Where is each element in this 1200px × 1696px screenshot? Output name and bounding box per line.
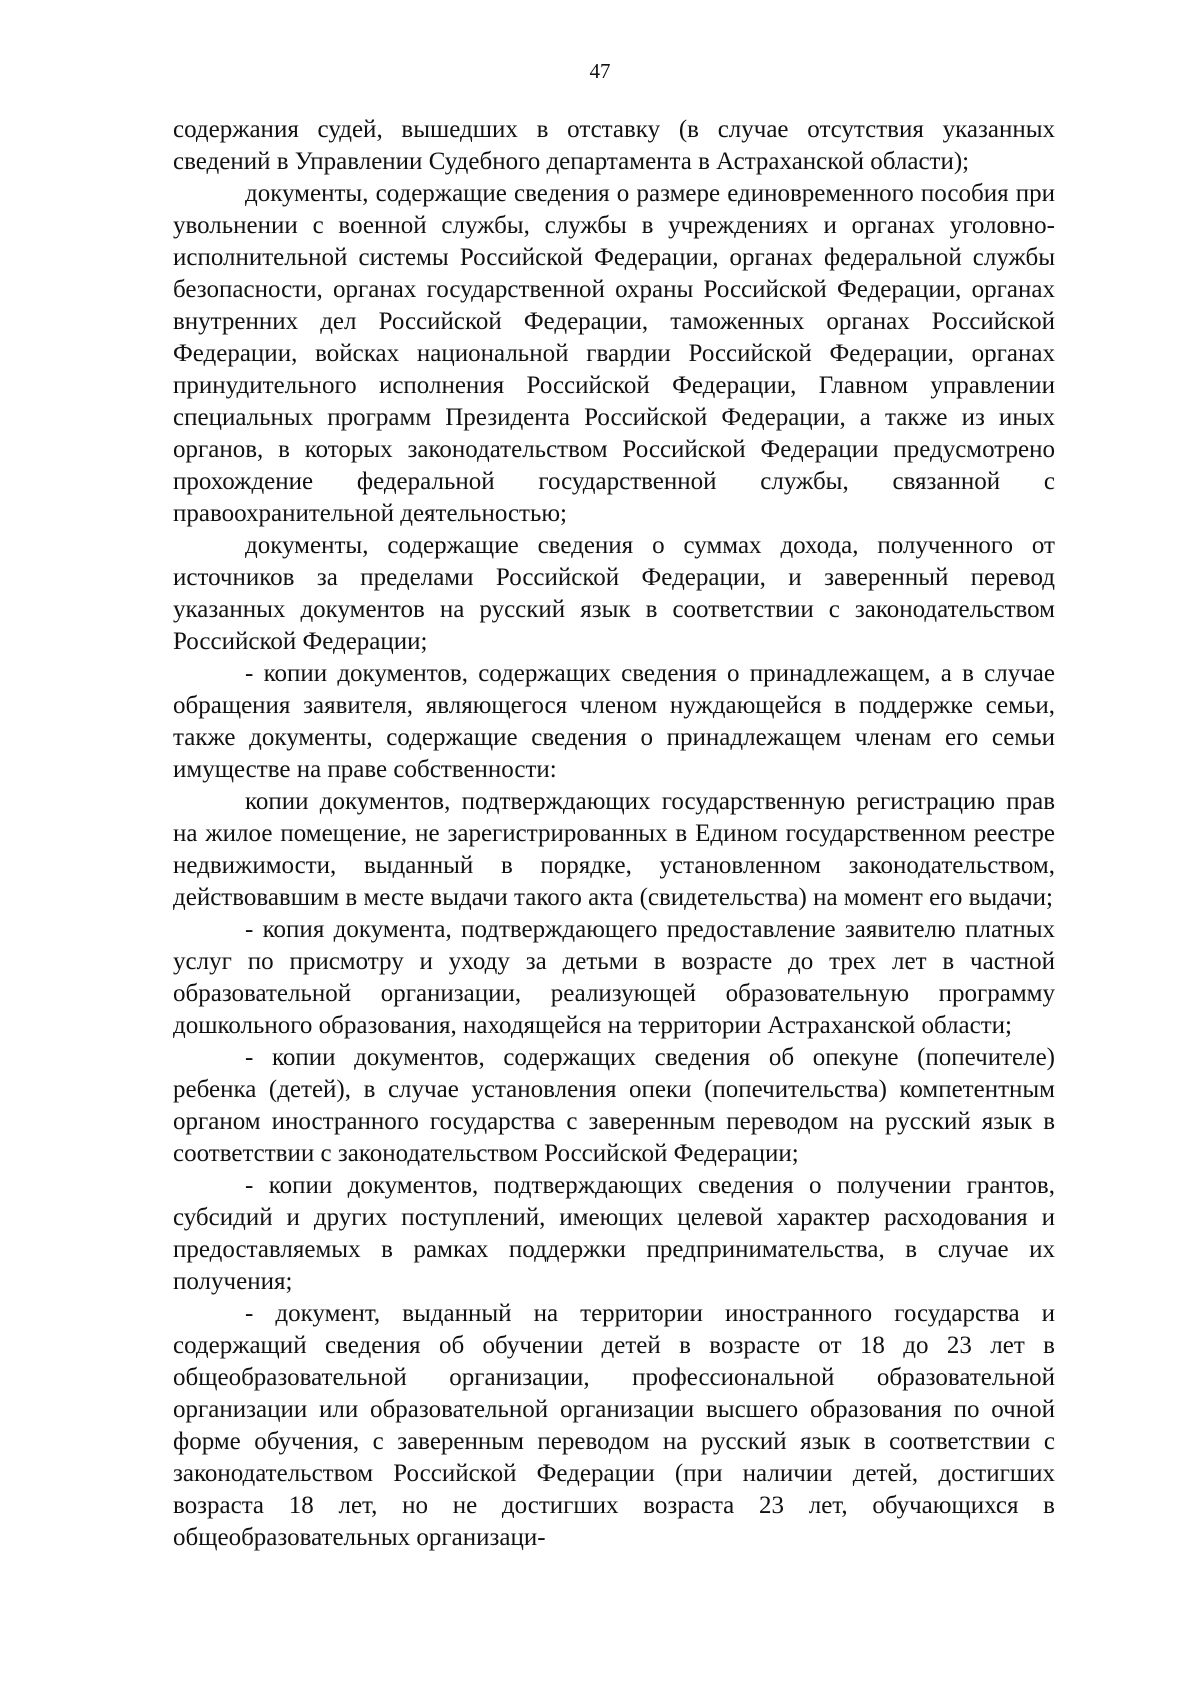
- paragraph: копии документов, подтверждающих государственную регистрацию прав на жилое помещение, не зарегистрированных в Едином государственном реестре недвижимости, выданный в порядке, установленном законодательством, действовавшим в месте выдачи такого акта (свидетельства) на момент его выдачи;: [173, 788, 1055, 911]
- paragraph: документы, содержащие сведения о размере единовременного пособия при увольнении с военной службы, службы в учреждениях и органах уголовно-исполнительной системы Российской Федерации, органах федеральной службы безопасности, органах государственной охраны Российской Федерации, органах внутренних дел Российской Федерации, таможенных органах Российской Федерации, войсках национальной гвардии Российской Федерации, органах принудительного исполнения Российской Федерации, Главном управлении специальных программ Президента Российской Федерации, а также из иных органов, в которых законодательством Российской Федерации предусмотрено прохождение федеральной государственной службы, связанной с правоохранительной деятельностью;: [173, 180, 1055, 527]
- page-number: 47: [589, 59, 611, 83]
- paragraph: - копия документа, подтверждающего предоставление заявителю платных услуг по присмотру и уходу за детьми в возрасте до трех лет в частной образовательной организации, реализующей образовательную программу дошкольного образования, находящейся на территории Астраханской области;: [173, 916, 1055, 1039]
- body-text: [173, 114, 1055, 1554]
- paragraph: - копии документов, содержащих сведения о принадлежащем, а в случае обращения заявителя, являющегося членом нуждающейся в поддержке семьи, также документы, содержащие сведения о принадлежащем членам его семьи имуществе на праве собственности:: [173, 660, 1055, 783]
- paragraph: содержания судей, вышедших в отставку (в случае отсутствия указанных сведений в Управлении Судебного департамента в Астраханской области);: [173, 116, 1055, 175]
- paragraph: - копии документов, подтверждающих сведения о получении грантов, субсидий и других поступлений, имеющих целевой характер расходования и предоставляемых в рамках поддержки предпринимательства, в случае их получения;: [173, 1172, 1055, 1295]
- paragraph: - копии документов, содержащих сведения об опекуне (попечителе) ребенка (детей), в случае установления опеки (попечительства) компетентным органом иностранного государства с заверенным переводом на русский язык в соответствии с законодательством Российской Федерации;: [173, 1044, 1055, 1167]
- paragraph: - документ, выданный на территории иностранного государства и содержащий сведения об обучении детей в возрасте от 18 до 23 лет в общеобразовательной организации, профессиональной образовательной организации или образовательной организации высшего образования по очной форме обучения, с заверенным переводом на русский язык в соответствии с законодательством Российской Федерации (при наличии детей, достигших возраста 18 лет, но не достигших возраста 23 лет, обучающихся в общеобразовательных организаци-: [173, 1300, 1055, 1551]
- paragraph: документы, содержащие сведения о суммах дохода, полученного от источников за пределами Российской Федерации, и заверенный перевод указанных документов на русский язык в соответствии с законодательством Российской Федерации;: [173, 532, 1055, 655]
